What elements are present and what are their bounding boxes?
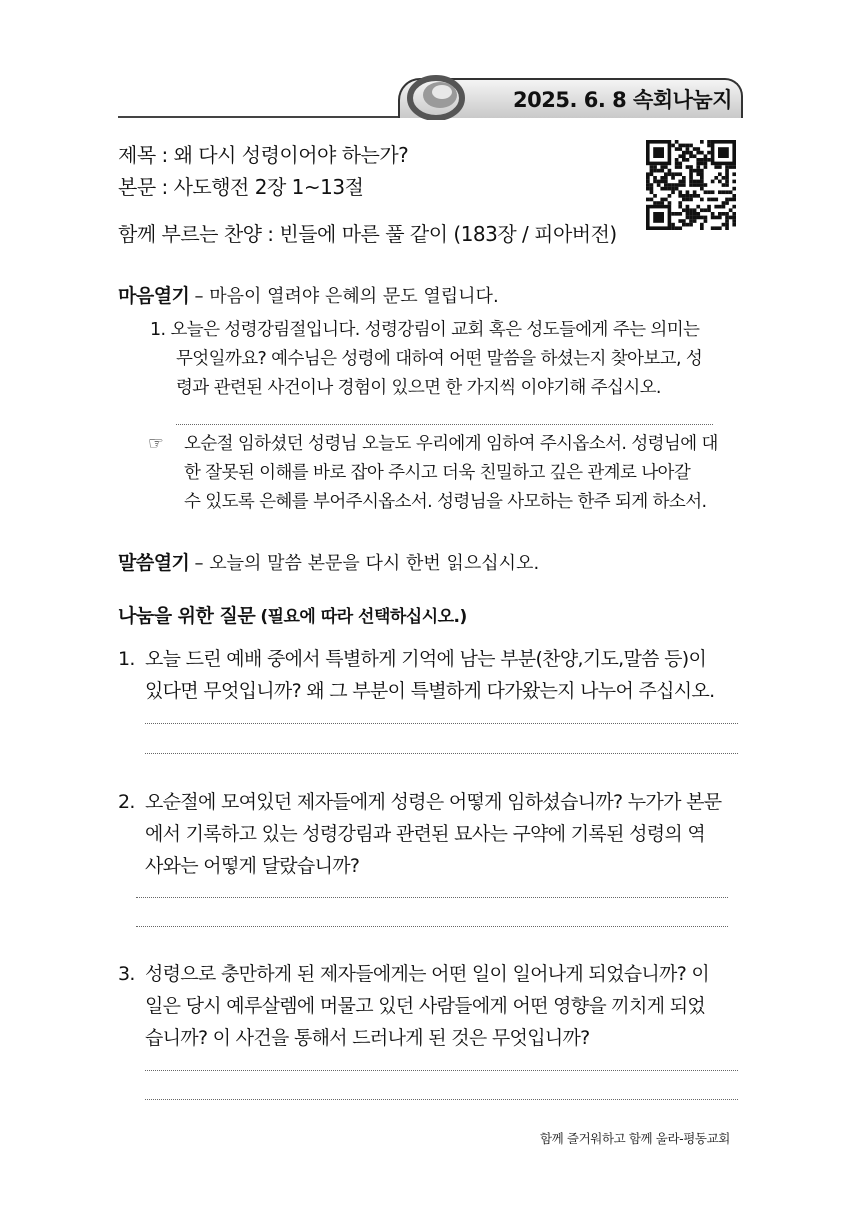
question-line: 습니까? 이 사건을 통해서 드러나게 된 것은 무엇입니까? [145, 1027, 590, 1049]
header-date-title: 2025. 6. 8 속회나눔지 [513, 88, 732, 112]
question-number: 3. [118, 963, 135, 985]
answer-line [145, 1070, 738, 1071]
prayer-line: 한 잘못된 이해를 바로 잡아 주시고 더욱 친밀하고 깊은 관계로 나아갈 [184, 463, 691, 483]
word-section-title: 말씀열기 [118, 552, 190, 574]
question-line: 성령으로 충만하게 된 제자들에게는 어떤 일이 일어나게 되었습니까? 이 [145, 963, 710, 985]
qr-code-icon [646, 140, 736, 230]
hymn-line: 함께 부르는 찬양 : 빈들에 마른 풀 같이 (183장 / 피아버전) [118, 222, 617, 246]
heart-section-header [118, 281, 499, 308]
sharing-section-note: (필요에 따라 선택하십시오.) [260, 607, 467, 627]
header-swirl-icon [402, 68, 472, 120]
prayer-line: 오순절 임하셨던 성령님 오늘도 우리에게 임하여 주시옵소서. 성령님에 대 [184, 434, 718, 454]
question-number: 1. [118, 648, 135, 670]
question-line: 있다면 무엇입니까? 왜 그 부분이 특별하게 다가왔는지 나누어 주십시오. [145, 680, 715, 702]
answer-line [136, 926, 728, 927]
answer-line [176, 424, 713, 425]
heart-section-title: 마음열기 [118, 285, 190, 307]
sharing-section-header [118, 601, 467, 628]
sermon-title: 제목 : 왜 다시 성령이어야 하는가? [118, 143, 409, 167]
question-line: 에서 기록하고 있는 성령강림과 관련된 묘사는 구약에 기록된 성령의 역 [145, 823, 706, 845]
answer-line [145, 1099, 738, 1100]
question-line: 일은 당시 예루살렘에 머물고 있던 사람들에게 어떤 영향을 끼치게 되었 [145, 995, 706, 1017]
word-section-subtitle: – 오늘의 말씀 본문을 다시 한번 읽으십시오. [194, 553, 540, 574]
pointing-hand-icon: ☞ [148, 434, 164, 454]
question-number: 2. [118, 791, 135, 813]
word-section-header [118, 548, 539, 575]
footer-slogan: 함께 즐거워하고 함께 울라-평동교회 [540, 1131, 730, 1146]
answer-line [145, 753, 738, 754]
scripture-reference: 본문 : 사도행전 2장 1~13절 [118, 175, 364, 199]
question-line: 사와는 어떻게 달랐습니까? [145, 855, 360, 877]
heart-question-line: 1. 오늘은 성령강림절입니다. 성령강림이 교회 혹은 성도들에게 주는 의미는 [150, 320, 700, 340]
question-line: 오늘 드린 예배 중에서 특별하게 기억에 남는 부분(찬양,기도,말씀 등)이 [145, 648, 707, 670]
heart-question-line: 무엇일까요? 예수님은 성령에 대하여 어떤 말씀을 하셨는지 찾아보고, 성 [176, 349, 703, 369]
question-line: 오순절에 모여있던 제자들에게 성령은 어떻게 임하셨습니까? 누가가 본문 [145, 791, 722, 813]
heart-section-subtitle: – 마음이 열려야 은혜의 문도 열립니다. [194, 286, 499, 307]
answer-line [136, 897, 728, 898]
header-rule [118, 116, 418, 118]
heart-question-line: 령과 관련된 사건이나 경험이 있으면 한 가지씩 이야기해 주십시오. [176, 378, 661, 398]
prayer-line: 수 있도록 은혜를 부어주시옵소서. 성령님을 사모하는 한주 되게 하소서. [184, 492, 707, 512]
answer-line [145, 723, 738, 724]
sharing-section-title: 나눔을 위한 질문 [118, 605, 256, 627]
